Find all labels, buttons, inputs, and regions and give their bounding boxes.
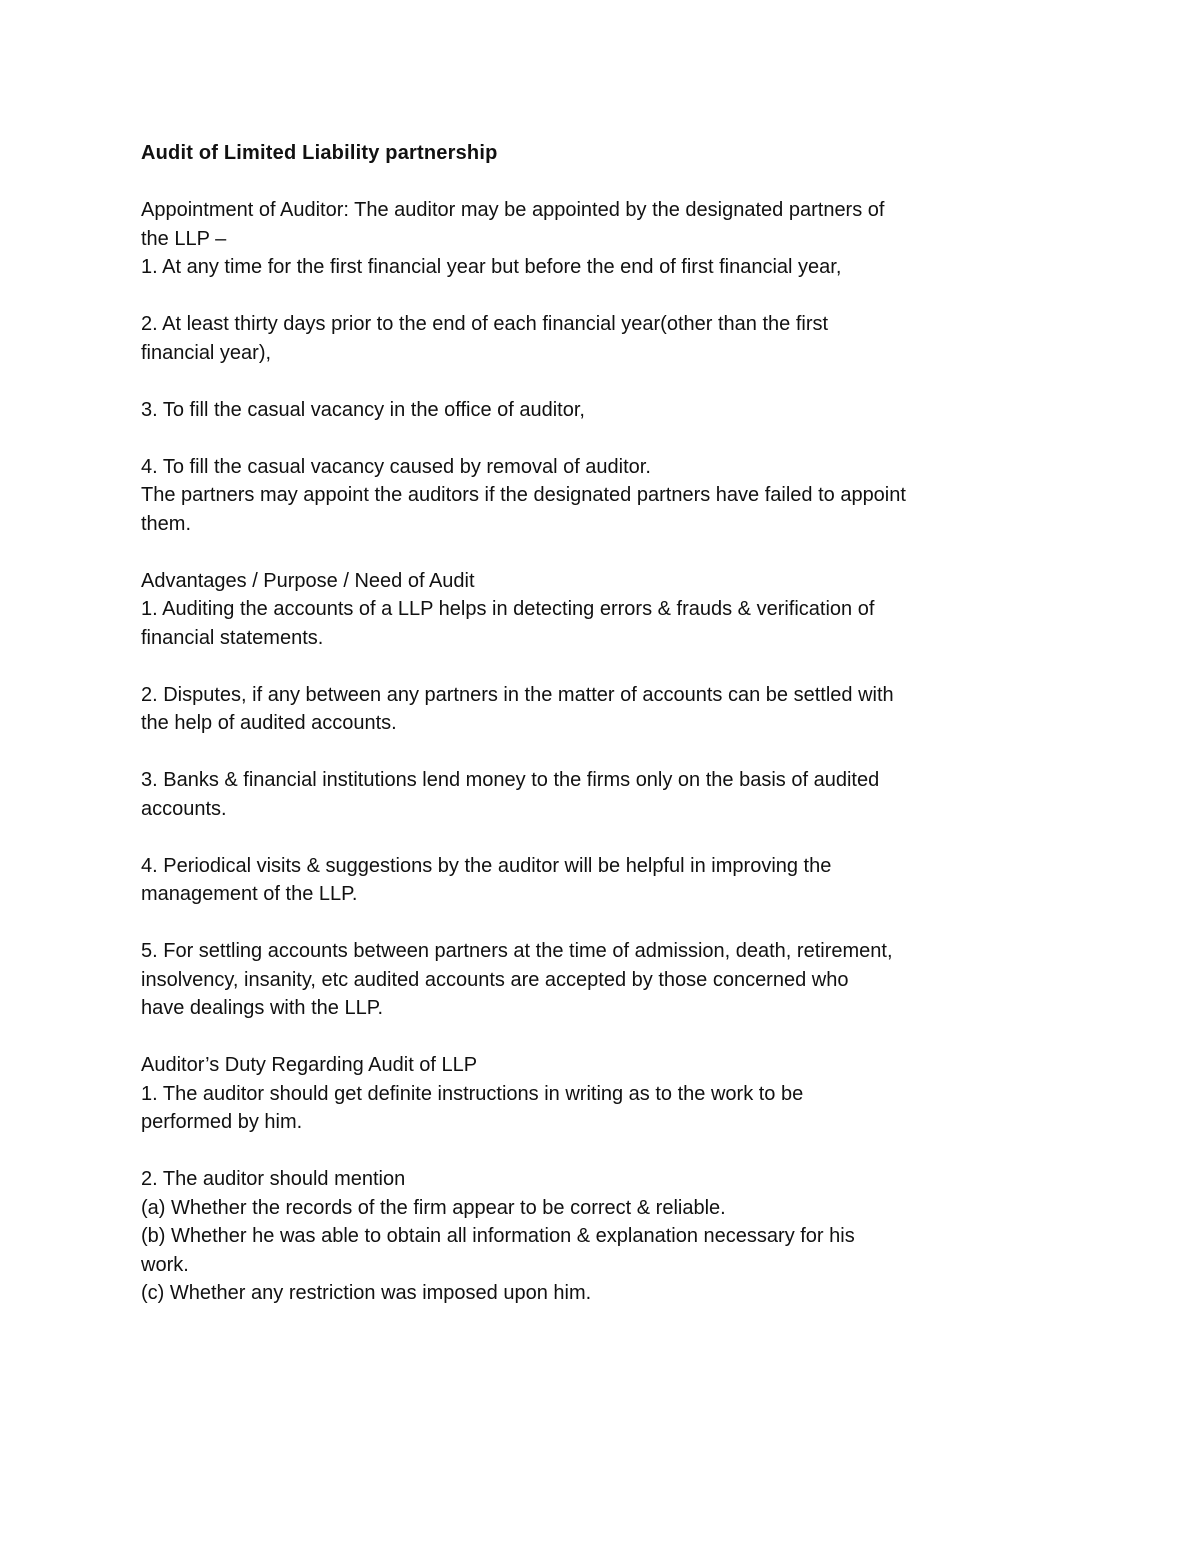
text-line: 4. To fill the casual vacancy caused by removal of auditor. bbox=[141, 455, 651, 478]
blank-line bbox=[141, 1137, 991, 1166]
blank-line bbox=[141, 909, 991, 938]
text-line: 1. Auditing the accounts of a LLP helps in detecting errors & frauds & verification of bbox=[141, 598, 875, 620]
blank-line bbox=[141, 282, 991, 311]
text-line: financial statements. bbox=[141, 626, 324, 649]
blank-line bbox=[141, 738, 991, 767]
text-line: (b) Whether he was able to obtain all information & explanation necessary for his bbox=[141, 1225, 855, 1247]
text-line: 3. To fill the casual vacancy in the office of auditor, bbox=[141, 398, 585, 421]
text-line: 3. Banks & financial institutions lend money to the firms only on the basis of audited bbox=[141, 769, 880, 791]
text-line: 2. Disputes, if any between any partners in the matter of accounts can be settled with bbox=[141, 683, 894, 706]
text-line: 1. The auditor should get definite instructions in writing as to the work to be bbox=[141, 1082, 804, 1105]
text-line: 5. For settling accounts between partners at the time of admission, death, retirement, bbox=[141, 940, 893, 962]
text-line: work. bbox=[141, 1253, 189, 1276]
text-line: Appointment of Auditor: The auditor may be appointed by the designated partners of bbox=[141, 199, 885, 221]
blank-line bbox=[141, 823, 991, 852]
document-page bbox=[141, 139, 991, 1308]
blank-line bbox=[141, 1023, 991, 1052]
text-line: Auditor’s Duty Regarding Audit of LLP bbox=[141, 1054, 478, 1076]
text-line: them. bbox=[141, 512, 192, 535]
text-line: management of the LLP. bbox=[141, 883, 358, 905]
text-line: 1. At any time for the first financial year but before the end of first financial year, bbox=[141, 256, 842, 278]
text-line: the LLP – bbox=[141, 227, 227, 250]
text-line: have dealings with the LLP. bbox=[141, 997, 384, 1019]
text-line: financial year), bbox=[141, 341, 272, 364]
text-line: 2. The auditor should mention bbox=[141, 1168, 406, 1190]
text-line: the help of audited accounts. bbox=[141, 712, 397, 734]
text-line: 2. At least thirty days prior to the end of each financial year(other than the first bbox=[141, 313, 829, 335]
blank-line bbox=[141, 538, 991, 567]
text-line: accounts. bbox=[141, 797, 227, 820]
text-line: performed by him. bbox=[141, 1111, 303, 1133]
blank-line bbox=[141, 367, 991, 396]
text-line: 4. Periodical visits & suggestions by the auditor will be helpful in improving the bbox=[141, 854, 832, 877]
blank-line bbox=[141, 424, 991, 453]
text-line: Advantages / Purpose / Need of Audit bbox=[141, 569, 475, 592]
text-line: insolvency, insanity, etc audited accounts are accepted by those concerned who bbox=[141, 968, 849, 991]
text-line: The partners may appoint the auditors if the designated partners have failed to appoint bbox=[141, 484, 906, 506]
blank-line bbox=[141, 168, 991, 197]
text-line: (c) Whether any restriction was imposed upon him. bbox=[141, 1282, 592, 1304]
blank-line bbox=[141, 652, 991, 681]
document-body bbox=[141, 168, 991, 1308]
document-title: Audit of Limited Liability partnership bbox=[141, 142, 498, 164]
text-line: (a) Whether the records of the firm appear to be correct & reliable. bbox=[141, 1196, 726, 1219]
